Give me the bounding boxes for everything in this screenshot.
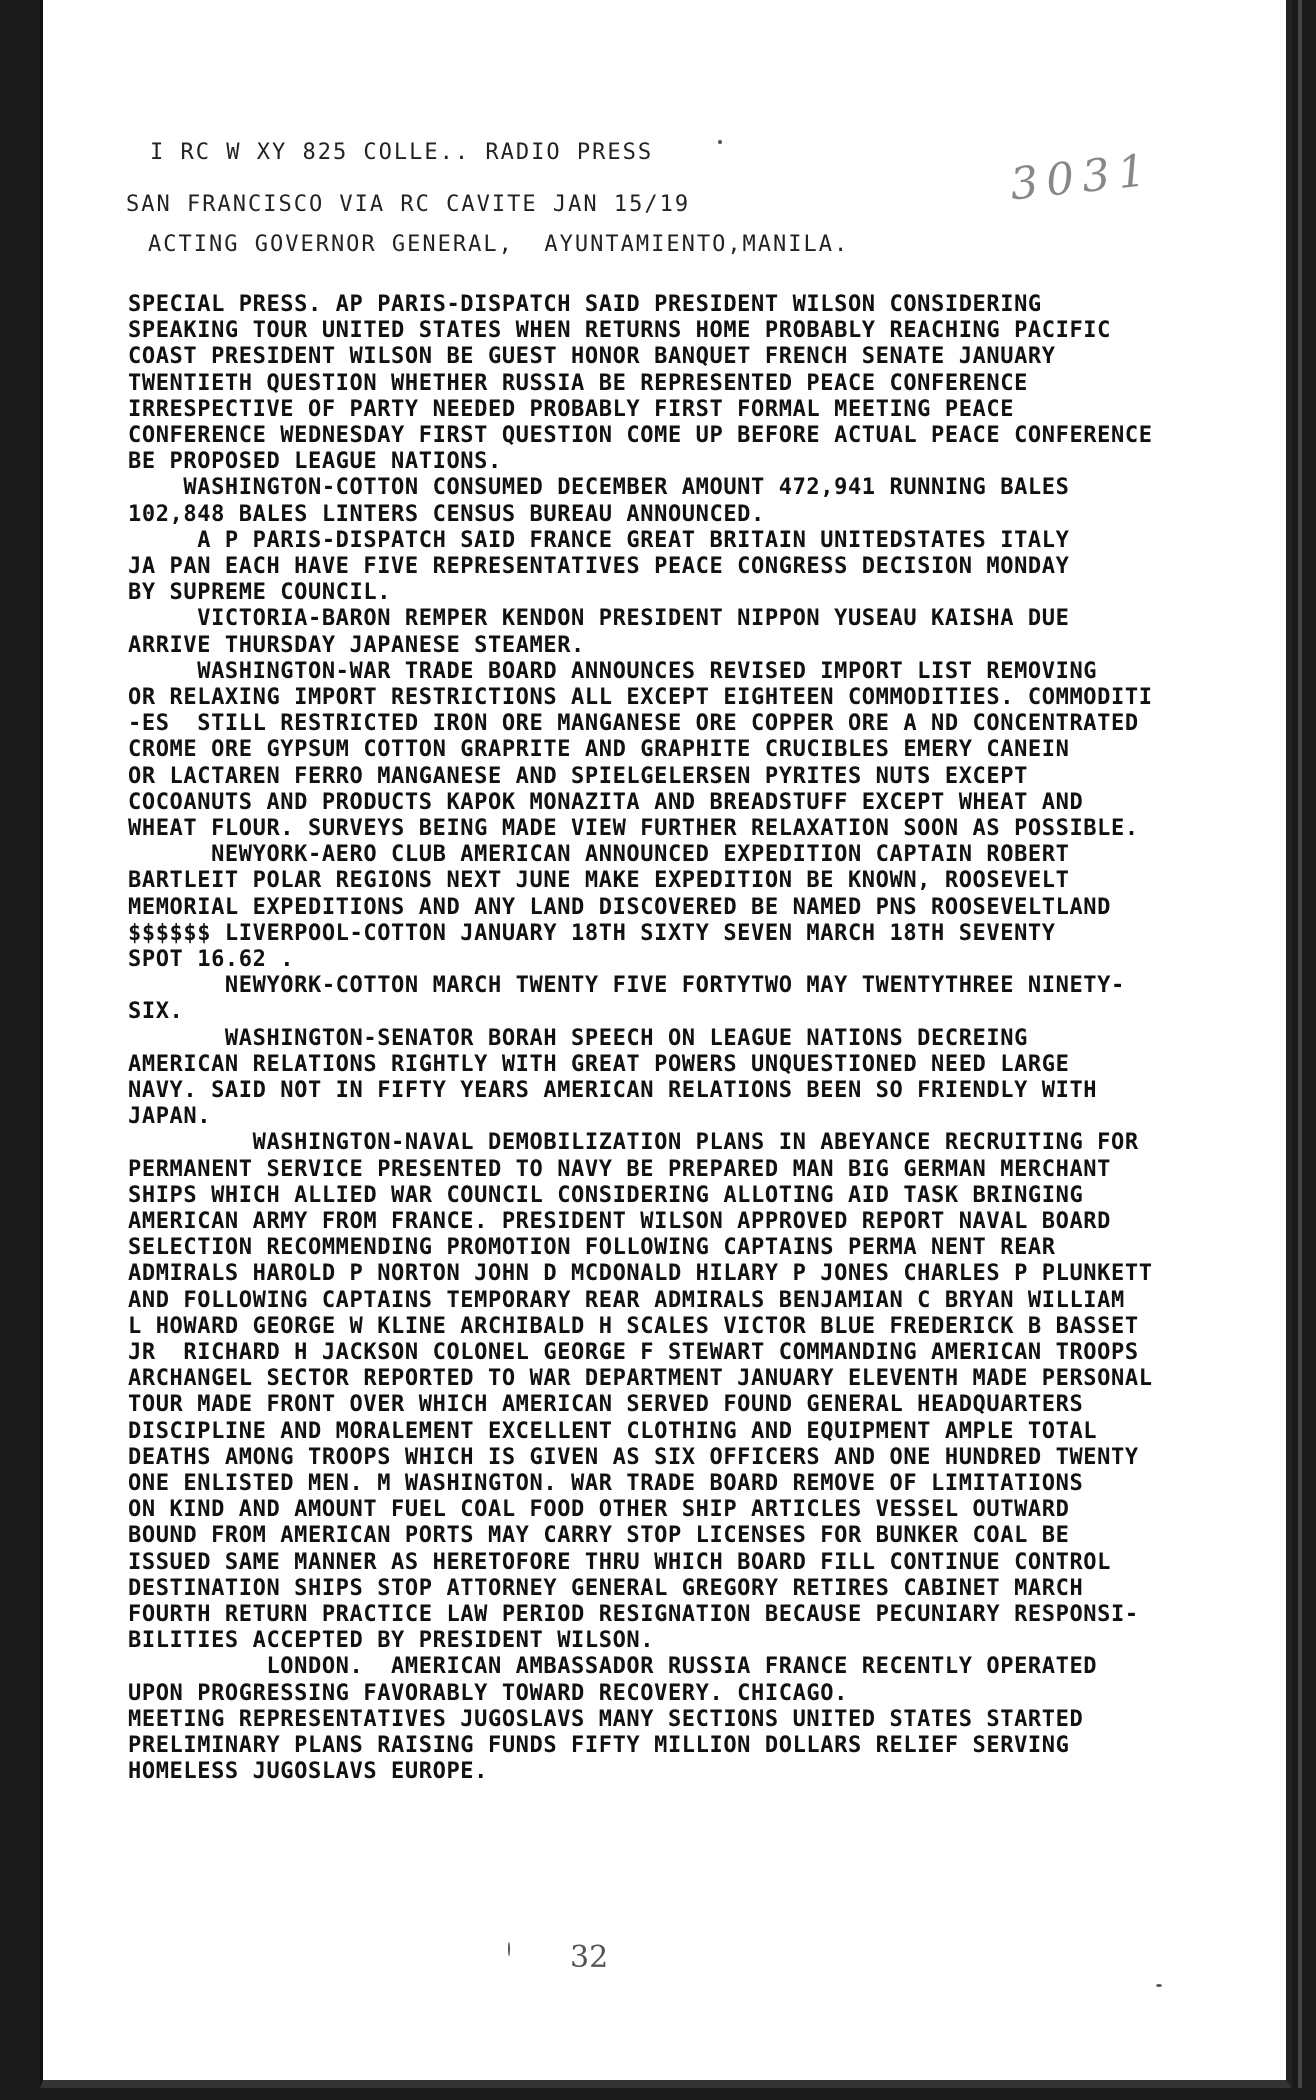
body-line: BARTLEIT POLAR REGIONS NEXT JUNE MAKE EXPEDITION BE KNOWN, ROOSEVELT: [128, 868, 1070, 894]
header-line-1: I RC W XY 825 COLLE.. RADIO PRESS: [150, 140, 654, 165]
body-line: L HOWARD GEORGE W KLINE ARCHIBALD H SCALES VICTOR BLUE FREDERICK B BASSET: [128, 1313, 1139, 1339]
body-line: NEWYORK-AERO CLUB AMERICAN ANNOUNCED EXPEDITION CAPTAIN ROBERT: [128, 842, 1070, 868]
body-line: IRRESPECTIVE OF PARTY NEEDED PROBABLY FIRST FORMAL MEETING PEACE: [128, 396, 1015, 422]
ink-speck: [508, 1942, 510, 1956]
body-line: ONE ENLISTED MEN. M WASHINGTON. WAR TRADE BOARD REMOVE OF LIMITATIONS: [128, 1471, 1084, 1496]
ink-speck: [1156, 1984, 1162, 1987]
body-line: SPOT 16.62 .: [128, 947, 295, 972]
header-line-2: SAN FRANCISCO VIA RC CAVITE JAN 15/19: [126, 192, 691, 217]
page-number: 32: [570, 1940, 609, 1975]
body-line: ON KIND AND AMOUNT FUEL COAL FOOD OTHER SHIP ARTICLES VESSEL OUTWARD: [128, 1497, 1070, 1523]
body-line: JR RICHARD H JACKSON COLONEL GEORGE F STEWART COMMANDING AMERICAN TROOPS: [128, 1340, 1139, 1365]
header-line-3: ACTING GOVERNOR GENERAL, AYUNTAMIENTO,MANILA.: [148, 232, 850, 257]
body-line: NEWYORK-COTTON MARCH TWENTY FIVE FORTYTWO MAY TWENTYTHREE NINETY-: [128, 973, 1125, 999]
body-line: DEATHS AMONG TROOPS WHICH IS GIVEN AS SIX OFFICERS AND ONE HUNDRED TWENTY: [128, 1444, 1139, 1470]
body-line: AMERICAN ARMY FROM FRANCE. PRESIDENT WILSON APPROVED REPORT NAVAL BOARD: [128, 1209, 1112, 1234]
body-line: CROME ORE GYPSUM COTTON GRAPRITE AND GRAPHITE CRUCIBLES EMERY CANEIN: [128, 737, 1070, 763]
body-line: AND FOLLOWING CAPTAINS TEMPORARY REAR ADMIRALS BENJAMIAN C BRYAN WILLIAM: [128, 1287, 1125, 1313]
body-line: SPEAKING TOUR UNITED STATES WHEN RETURNS HOME PROBABLY REACHING PACIFIC: [128, 318, 1112, 344]
body-line: SIX.: [128, 999, 184, 1025]
body-line: WHEAT FLOUR. SURVEYS BEING MADE VIEW FURTHER RELAXATION SOON AS POSSIBLE.: [128, 816, 1139, 841]
body-line: BY SUPREME COUNCIL.: [128, 580, 392, 606]
body-line: CONFERENCE WEDNESDAY FIRST QUESTION COME UP BEFORE ACTUAL PEACE CONFERENCE: [128, 423, 1153, 448]
body-line: COCOANUTS AND PRODUCTS KAPOK MONAZITA AND BREADSTUFF EXCEPT WHEAT AND: [128, 789, 1084, 815]
body-line: PERMANENT SERVICE PRESENTED TO NAVY BE PREPARED MAN BIG GERMAN MERCHANT: [128, 1156, 1112, 1182]
body-line: TOUR MADE FRONT OVER WHICH AMERICAN SERVED FOUND GENERAL HEADQUARTERS: [128, 1392, 1084, 1418]
handwritten-annotation: 3031: [1007, 144, 1157, 211]
body-line: HOMELESS JUGOSLAVS EUROPE.: [128, 1759, 488, 1785]
body-line: ARCHANGEL SECTOR REPORTED TO WAR DEPARTMENT JANUARY ELEVENTH MADE PERSONAL: [128, 1366, 1153, 1392]
body-line: WASHINGTON-COTTON CONSUMED DECEMBER AMOUNT 472,941 RUNNING BALES: [128, 475, 1070, 501]
body-line: $$$$$$ LIVERPOOL-COTTON JANUARY 18TH SIXTY SEVEN MARCH 18TH SEVENTY: [128, 920, 1056, 946]
body-line: BILITIES ACCEPTED BY PRESIDENT WILSON.: [128, 1628, 655, 1654]
body-line: WASHINGTON-WAR TRADE BOARD ANNOUNCES REVISED IMPORT LIST REMOVING: [128, 658, 1098, 684]
body-line: -ES STILL RESTRICTED IRON ORE MANGANESE ORE COPPER ORE A ND CONCENTRATED: [128, 711, 1139, 737]
body-line: MEETING REPRESENTATIVES JUGOSLAVS MANY SECTIONS UNITED STATES STARTED: [128, 1706, 1084, 1732]
body-line: VICTORIA-BARON REMPER KENDON PRESIDENT NIPPON YUSEAU KAISHA DUE: [128, 606, 1070, 632]
body-line: OR RELAXING IMPORT RESTRICTIONS ALL EXCEPT EIGHTEEN COMMODITIES. COMMODITI: [128, 685, 1153, 710]
body-line: 102,848 BALES LINTERS CENSUS BUREAU ANNOUNCED.: [128, 501, 765, 527]
body-line: LONDON. AMERICAN AMBASSADOR RUSSIA FRANCE RECENTLY OPERATED: [128, 1654, 1098, 1680]
body-line: MEMORIAL EXPEDITIONS AND ANY LAND DISCOVERED BE NAMED PNS ROOSEVELTLAND: [128, 894, 1112, 920]
body-line: BE PROPOSED LEAGUE NATIONS.: [128, 449, 502, 475]
body-line: ARRIVE THURSDAY JAPANESE STEAMER.: [128, 632, 585, 658]
ink-speck: [718, 140, 722, 144]
body-line: ADMIRALS HAROLD P NORTON JOHN D MCDONALD HILARY P JONES CHARLES P PLUNKETT: [128, 1261, 1153, 1287]
body-line: UPON PROGRESSING FAVORABLY TOWARD RECOVERY. CHICAGO.: [128, 1680, 848, 1706]
body-line: JAPAN.: [128, 1104, 212, 1130]
body-line: COAST PRESIDENT WILSON BE GUEST HONOR BANQUET FRENCH SENATE JANUARY: [128, 344, 1056, 370]
body-line: DISCIPLINE AND MORALEMENT EXCELLENT CLOTHING AND EQUIPMENT AMPLE TOTAL: [128, 1418, 1098, 1444]
body-line: FOURTH RETURN PRACTICE LAW PERIOD RESIGNATION BECAUSE PECUNIARY RESPONSI-: [128, 1602, 1139, 1627]
body-line: TWENTIETH QUESTION WHETHER RUSSIA BE REPRESENTED PEACE CONFERENCE: [128, 370, 1028, 396]
body-line: SHIPS WHICH ALLIED WAR COUNCIL CONSIDERING ALLOTING AID TASK BRINGING: [128, 1182, 1084, 1208]
body-line: OR LACTAREN FERRO MANGANESE AND SPIELGELERSEN PYRITES NUTS EXCEPT: [128, 763, 1028, 789]
body-line: WASHINGTON-SENATOR BORAH SPEECH ON LEAGUE NATIONS DECREING: [128, 1025, 1028, 1051]
body-line: DESTINATION SHIPS STOP ATTORNEY GENERAL GREGORY RETIRES CABINET MARCH: [128, 1575, 1084, 1601]
page-edge-shadow: [1298, 0, 1302, 2088]
body-line: A P PARIS-DISPATCH SAID FRANCE GREAT BRITAIN UNITEDSTATES ITALY: [128, 527, 1070, 553]
body-line: JA PAN EACH HAVE FIVE REPRESENTATIVES PEACE CONGRESS DECISION MONDAY: [128, 554, 1070, 579]
body-line: SPECIAL PRESS. AP PARIS-DISPATCH SAID PRESIDENT WILSON CONSIDERING: [128, 292, 1042, 317]
body-line: PRELIMINARY PLANS RAISING FUNDS FIFTY MILLION DOLLARS RELIEF SERVING: [128, 1733, 1070, 1758]
body-line: WASHINGTON-NAVAL DEMOBILIZATION PLANS IN ABEYANCE RECRUITING FOR: [128, 1130, 1139, 1156]
body-line: NAVY. SAID NOT IN FIFTY YEARS AMERICAN RELATIONS BEEN SO FRIENDLY WITH: [128, 1078, 1098, 1103]
body-line: ISSUED SAME MANNER AS HERETOFORE THRU WHICH BOARD FILL CONTINUE CONTROL: [128, 1549, 1112, 1575]
body-line: SELECTION RECOMMENDING PROMOTION FOLLOWING CAPTAINS PERMA NENT REAR: [128, 1235, 1056, 1261]
body-line: BOUND FROM AMERICAN PORTS MAY CARRY STOP LICENSES FOR BUNKER COAL BE: [128, 1523, 1070, 1549]
body-line: AMERICAN RELATIONS RIGHTLY WITH GREAT POWERS UNQUESTIONED NEED LARGE: [128, 1051, 1070, 1077]
